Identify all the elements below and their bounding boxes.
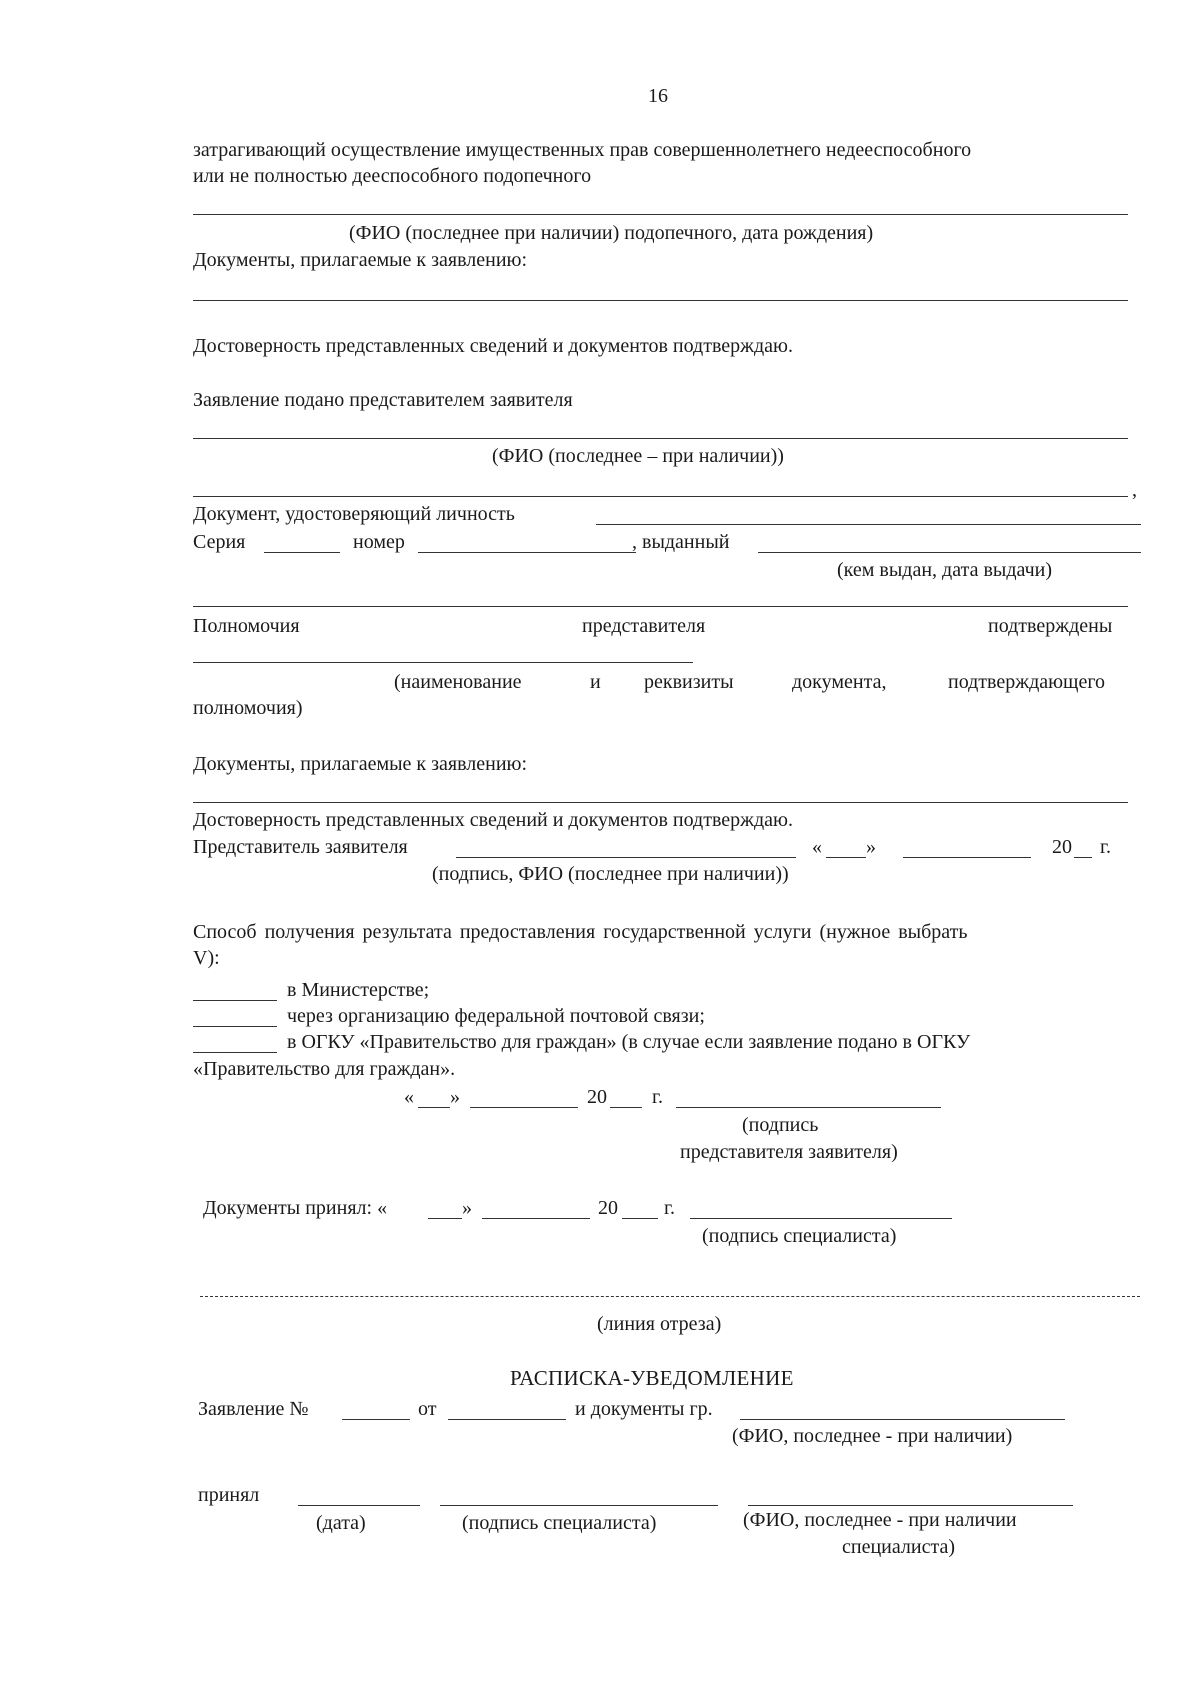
receipt-sign-caption: (подпись специалиста) — [462, 1512, 657, 1534]
receipt-title: РАСПИСКА-УВЕДОМЛЕНИЕ — [510, 1366, 794, 1390]
docs-received-caption: (подпись специалиста) — [702, 1225, 897, 1247]
docs-received-close-quote: » — [462, 1197, 472, 1219]
powers-caption-line-2: полномочия) — [193, 697, 303, 719]
rep-sign-year-suffix: г. — [1100, 836, 1111, 858]
id-doc-line[interactable] — [596, 524, 1141, 525]
cut-line — [200, 1296, 1140, 1297]
issued-line[interactable] — [758, 552, 1141, 553]
method-option-3-label: в ОГКУ «Правительство для граждан» (в случае если заявление подано в ОГКУ — [287, 1031, 971, 1053]
receipt-accepted-label: принял — [198, 1484, 260, 1506]
powers-word-3: подтверждены — [988, 615, 1113, 637]
date-sign-1-signature-line[interactable] — [676, 1107, 941, 1108]
docs-received-month-line[interactable] — [482, 1218, 590, 1219]
date-sign-1-open-quote: « — [404, 1086, 414, 1108]
docs-received-year-suffix: г. — [664, 1197, 675, 1219]
date-sign-1-caption-1: (подпись — [742, 1114, 819, 1136]
receipt-fio-spec-caption-2: специалиста) — [842, 1536, 955, 1558]
rep-sign-month-line[interactable] — [903, 857, 1031, 858]
docs-attached-line-1[interactable] — [193, 300, 1128, 301]
rep-sign-day-line[interactable] — [826, 857, 866, 858]
issued-extra-line[interactable] — [193, 606, 1128, 607]
date-sign-1-month-line[interactable] — [470, 1107, 578, 1108]
date-sign-1-caption-2: представителя заявителя) — [680, 1141, 898, 1163]
date-sign-1-close-quote: » — [450, 1086, 460, 1108]
date-sign-1-day-line[interactable] — [418, 1107, 450, 1108]
method-option-1-checkbox[interactable] — [193, 1000, 277, 1001]
docs-received-day-line[interactable] — [428, 1218, 462, 1219]
submitted-by-rep-label: Заявление подано представителем заявителя — [193, 389, 573, 411]
method-option-2-label: через организацию федеральной почтовой связи; — [287, 1005, 705, 1027]
docs-received-signature-line[interactable] — [690, 1218, 952, 1219]
receipt-fio-caption: (ФИО, последнее - при наличии) — [732, 1425, 1013, 1447]
rep-sign-label: Представитель заявителя — [193, 836, 408, 858]
receipt-accepted-sign-line[interactable] — [440, 1505, 718, 1506]
page-number: 16 — [648, 85, 668, 107]
receipt-accepted-date-line[interactable] — [298, 1505, 420, 1506]
powers-caption-word-1: (наименование — [394, 671, 522, 693]
receipt-fio-spec-caption-1: (ФИО, последнее - при наличии — [743, 1509, 1017, 1531]
docs-attached-label-2: Документы, прилагаемые к заявлению: — [193, 753, 528, 775]
rep-sign-line[interactable] — [456, 857, 796, 858]
date-sign-1-year-suffix: г. — [652, 1086, 663, 1108]
powers-caption-word-2: и — [590, 671, 601, 693]
method-line-2: V): — [193, 947, 220, 969]
receipt-application-label: Заявление № — [198, 1398, 309, 1420]
docs-received-year-prefix: 20 — [598, 1197, 618, 1219]
powers-doc-line[interactable] — [193, 662, 693, 663]
method-line-1: Способ получения результата предоставления государственной услуги (нужное выбрать — [193, 921, 968, 943]
series-label: Серия — [193, 531, 246, 553]
rep-sign-year-line[interactable] — [1074, 857, 1092, 858]
number-label: номер — [353, 531, 405, 553]
powers-caption-word-3: реквизиты — [644, 671, 734, 693]
docs-attached-label-1: Документы, прилагаемые к заявлению: — [193, 249, 528, 271]
method-option-3-checkbox[interactable] — [193, 1052, 277, 1053]
powers-caption-word-4: документа, — [792, 671, 887, 693]
receipt-accepted-fio-line[interactable] — [748, 1505, 1073, 1506]
rep-sign-open-quote: « — [812, 836, 822, 858]
receipt-from-label: от — [418, 1398, 437, 1420]
ward-caption: (ФИО (последнее при наличии) подопечного, дата рождения) — [349, 222, 874, 244]
receipt-docs-of-label: и документы гр. — [575, 1398, 713, 1420]
number-line[interactable] — [418, 552, 636, 553]
intro-line-1: затрагивающий осуществление имущественных прав совершеннолетнего недееспособного — [193, 139, 972, 161]
method-option-1-label: в Министерстве; — [287, 979, 430, 1001]
ward-fio-line[interactable] — [193, 214, 1128, 215]
issued-caption: (кем выдан, дата выдачи) — [837, 559, 1052, 581]
method-option-2-checkbox[interactable] — [193, 1026, 277, 1027]
docs-received-label: Документы принял: « — [203, 1197, 388, 1219]
intro-line-2: или не полностью дееспособного подопечного — [193, 165, 592, 187]
rep-sign-caption: (подпись, ФИО (последнее при наличии)) — [432, 863, 789, 885]
rep-fio-line[interactable] — [193, 438, 1128, 439]
date-sign-1-year-prefix: 20 — [587, 1086, 607, 1108]
rep-sign-year-prefix: 20 — [1052, 836, 1072, 858]
date-sign-1-year-line[interactable] — [610, 1107, 642, 1108]
rep-fio-caption: (ФИО (последнее – при наличии)) — [492, 445, 784, 467]
receipt-date-line[interactable] — [448, 1419, 566, 1420]
receipt-date-caption: (дата) — [316, 1512, 366, 1534]
docs-attached-line-2[interactable] — [193, 802, 1128, 803]
rep-sign-close-quote: » — [866, 836, 876, 858]
powers-caption-word-5: подтверждающего — [948, 671, 1106, 693]
rep-extra-line[interactable] — [193, 496, 1128, 497]
powers-word-1: Полномочия — [193, 615, 300, 637]
method-option-3-line-2: «Правительство для граждан». — [193, 1058, 456, 1080]
cut-line-caption: (линия отреза) — [597, 1313, 722, 1335]
series-line[interactable] — [264, 552, 340, 553]
confirm-text-2: Достоверность представленных сведений и документов подтверждаю. — [193, 809, 793, 831]
powers-word-2: представителя — [582, 615, 706, 637]
docs-received-year-line[interactable] — [622, 1218, 658, 1219]
confirm-text-1: Достоверность представленных сведений и документов подтверждаю. — [193, 335, 793, 357]
issued-label: , выданный — [632, 531, 730, 553]
id-doc-label: Документ, удостоверяющий личность — [193, 503, 515, 525]
comma: , — [1132, 479, 1137, 501]
receipt-application-number-line[interactable] — [342, 1419, 410, 1420]
receipt-fio-line[interactable] — [740, 1419, 1065, 1420]
